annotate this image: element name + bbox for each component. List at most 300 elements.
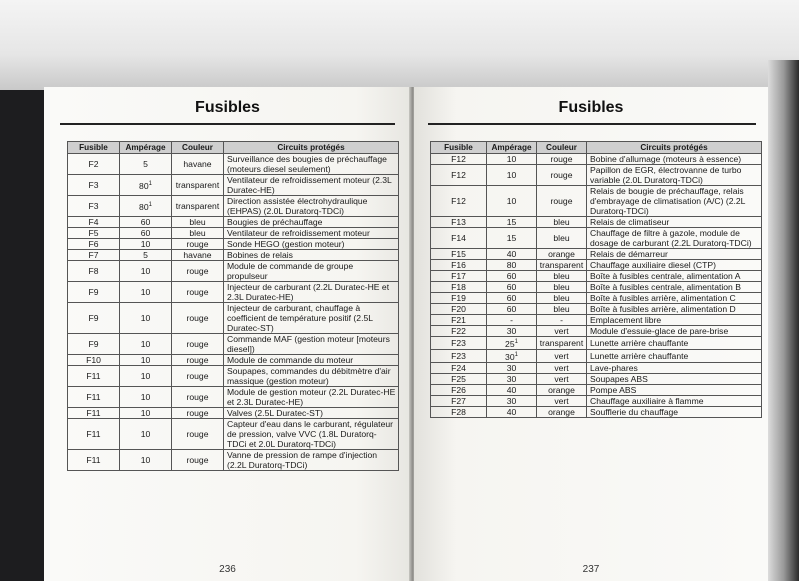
fuse-id <box>431 406 487 417</box>
fuse-amperage <box>120 154 172 175</box>
fuse-amperage <box>487 228 537 249</box>
fuse-color-text: orange <box>548 384 575 395</box>
fuse-circuit-text: Module de gestion moteur (2.2L Duratec-HE et 2.3L Duratec-HE) <box>227 387 396 407</box>
fuse-color <box>172 196 224 217</box>
page-title: Fusibles <box>558 99 624 116</box>
header-color: Couleur <box>537 142 587 154</box>
footnote-mark: 1 <box>514 339 518 345</box>
fuse-amperage <box>487 293 537 304</box>
fuse-amperage <box>120 196 172 217</box>
footnote-mark: 1 <box>148 202 152 209</box>
fuse-circuit <box>587 384 762 395</box>
header-amperage: Ampérage <box>120 142 172 154</box>
fuse-id <box>68 366 120 387</box>
fuse-color-text: rouge <box>186 455 209 465</box>
header-fuse: Fusible <box>68 142 120 154</box>
fuse-amperage <box>487 249 537 260</box>
fuse-amperage <box>487 326 537 337</box>
table-row <box>68 228 399 239</box>
fuse-circuit-text: Module d'essuie-glace de pare-brise <box>590 326 729 336</box>
header-circuits: Circuits protégés <box>224 142 399 154</box>
fuse-color-text: bleu <box>189 217 206 227</box>
table-row <box>431 315 762 326</box>
fuse-circuit <box>224 250 399 261</box>
fuse-color-text: bleu <box>553 271 570 281</box>
table-row <box>431 293 762 304</box>
fuse-id <box>68 217 120 228</box>
fuse-circuit <box>224 408 399 419</box>
fuse-color-text: havane <box>183 159 212 169</box>
fuse-circuit-text: Lave-phares <box>590 362 638 373</box>
fuse-id-text: F26 <box>451 384 466 395</box>
fuse-id <box>431 373 487 384</box>
fuse-id <box>431 384 487 395</box>
footnote-mark: 1 <box>514 351 518 358</box>
header-amperage: Ampérage <box>487 142 537 154</box>
table-row <box>68 217 399 228</box>
fuse-id-text: F3 <box>88 201 99 211</box>
fuse-amperage <box>120 217 172 228</box>
fuse-circuit <box>224 334 399 355</box>
fuse-color <box>537 293 587 304</box>
fuse-color-text: rouge <box>186 339 209 349</box>
fuse-id <box>431 282 487 293</box>
fuse-circuit <box>587 228 762 249</box>
fuse-circuit-text: Chauffage auxiliaire diesel (CTP) <box>590 260 716 270</box>
fuse-circuit <box>224 239 399 250</box>
fuse-color <box>537 384 587 395</box>
fuse-id <box>68 154 120 175</box>
fuse-amperage <box>487 395 537 406</box>
fuse-id-text: F4 <box>88 217 99 227</box>
fuse-color <box>537 304 587 315</box>
fuse-color-text: rouge <box>186 429 209 439</box>
fuse-circuit <box>587 406 762 417</box>
table-row <box>68 261 399 282</box>
table-row <box>68 196 399 217</box>
fuse-circuit-text: Sonde HEGO (gestion moteur) <box>227 239 345 249</box>
fuse-circuit <box>587 217 762 228</box>
fuse-circuit <box>587 271 762 282</box>
fuse-circuit <box>224 282 399 303</box>
fuse-circuit-text: Capteur d'eau dans le carburant, régulateur de pression, valve VVC (1.8L Duratorq-TDCi et 2.0L Duratorq-TDCi) <box>227 419 393 449</box>
fuse-amperage-text: 80 <box>506 260 517 270</box>
fuse-circuit-text: Direction assistée électrohydraulique (EHPAS) (2.0L Duratorq-TDCi) <box>227 196 368 216</box>
fuse-color <box>537 165 587 186</box>
table-row <box>431 249 762 260</box>
table-row <box>68 355 399 366</box>
fuse-table-body <box>431 154 762 418</box>
fuse-id-text: F11 <box>86 392 101 402</box>
fuse-amperage <box>120 228 172 239</box>
table-row <box>431 271 762 282</box>
fuse-color-text: rouge <box>186 355 209 365</box>
fuse-amperage-text: 10 <box>140 287 151 297</box>
fuse-amperage <box>487 165 537 186</box>
fuse-id <box>431 260 487 271</box>
fuse-circuit-text: Lunette arrière chauffante <box>590 337 689 348</box>
fuse-circuit-text: Emplacement libre <box>590 315 662 325</box>
fuse-id <box>68 355 120 366</box>
fuse-color <box>537 337 587 350</box>
fuse-amperage-text: 15 <box>506 217 517 227</box>
fuse-amperage-text: 10 <box>506 196 517 206</box>
fuse-color-text: vert <box>554 395 569 406</box>
fuse-circuit-text: Pompe ABS <box>590 384 637 395</box>
fuse-amperage-text: 5 <box>143 159 148 169</box>
fuse-id <box>431 349 487 362</box>
fuse-id-text: F14 <box>451 233 466 243</box>
fuse-circuit <box>587 304 762 315</box>
fuse-amperage-text: 10 <box>506 170 517 180</box>
fuse-circuit <box>587 186 762 217</box>
fuse-circuit-text: Commande MAF (gestion moteur [moteurs diesel]) <box>227 334 390 354</box>
scan-background-right <box>768 60 799 581</box>
fuse-color <box>537 326 587 337</box>
fuse-color-text: - <box>560 315 563 325</box>
fuse-amperage-text: 30 <box>506 326 517 336</box>
fuse-id-text: F3 <box>88 180 99 190</box>
fuse-amperage <box>120 450 172 471</box>
fuse-circuit-text: Boîte à fusibles centrale, alimentation B <box>590 282 741 292</box>
fuse-amperage-text: 10 <box>140 339 151 349</box>
fuse-circuit-text: Papillon de EGR, électrovanne de turbo variable (2.0L Duratorq-TDCi) <box>590 165 742 185</box>
fuse-circuit-text: Injecteur de carburant, chauffage à coefficient de température positif (2.5L Duratec-ST) <box>227 303 373 333</box>
fuse-amperage-text: 10 <box>140 455 151 465</box>
fuse-id-text: F19 <box>451 293 466 303</box>
fuse-color <box>537 362 587 373</box>
table-row <box>431 362 762 373</box>
fuse-circuit-text: Boîte à fusibles centrale, alimentation A <box>590 271 741 281</box>
fuse-color-text: bleu <box>553 293 570 303</box>
table-row <box>68 419 399 450</box>
fuse-id-text: F20 <box>451 304 466 314</box>
fuse-circuit-text: Bobines de relais <box>227 250 293 260</box>
fuse-id-text: F22 <box>451 326 466 336</box>
fuse-amperage <box>487 186 537 217</box>
fuse-color <box>172 408 224 419</box>
fuse-amperage-text: - <box>510 315 513 325</box>
scan-background-top <box>0 0 799 90</box>
fuse-amperage <box>487 154 537 165</box>
table-row <box>431 384 762 395</box>
fuse-color-text: transparent <box>539 260 584 270</box>
fuse-circuit-text: Bobine d'allumage (moteurs à essence) <box>590 154 742 164</box>
fuse-amperage-text: 10 <box>140 408 151 418</box>
fuse-amperage <box>120 239 172 250</box>
fuse-circuit <box>587 154 762 165</box>
fuse-id-text: F23 <box>451 350 466 361</box>
fuse-amperage-text: 10 <box>140 313 151 323</box>
fuse-id <box>68 282 120 303</box>
fuse-circuit-text: Module de commande de groupe propulseur <box>227 261 354 281</box>
fuse-amperage-text: 30 <box>506 373 517 384</box>
fuse-id-text: F9 <box>88 287 99 297</box>
table-row <box>431 395 762 406</box>
fuse-id-text: F6 <box>88 239 99 249</box>
fuse-amperage <box>487 337 537 350</box>
table-row <box>431 337 762 350</box>
fuse-color-text: transparent <box>539 337 584 348</box>
fuse-color <box>172 387 224 408</box>
page-number: 236 <box>219 564 236 575</box>
table-header-row <box>431 142 762 154</box>
fuse-color <box>537 217 587 228</box>
fuse-color <box>172 355 224 366</box>
fuse-color-text: rouge <box>186 392 209 402</box>
fuse-id-text: F12 <box>451 170 466 180</box>
table-row <box>431 282 762 293</box>
fuse-amperage <box>487 260 537 271</box>
fuse-id-text: F10 <box>86 355 101 365</box>
fuse-circuit-text: Relais de climatiseur <box>590 217 670 227</box>
fuse-id-text: F11 <box>86 408 101 418</box>
fuse-amperage-text: 30 <box>506 395 517 406</box>
table-row <box>68 334 399 355</box>
fuse-color <box>537 249 587 260</box>
fuse-circuit <box>224 196 399 217</box>
fuse-id <box>431 293 487 304</box>
fuse-color <box>537 373 587 384</box>
fuse-circuit-text: Ventilateur de refroidissement moteur <box>227 228 370 238</box>
fuse-color-text: vert <box>554 326 569 336</box>
fuse-color <box>172 239 224 250</box>
fuse-amperage <box>120 366 172 387</box>
fuse-amperage-text: 10 <box>140 266 151 276</box>
fuse-color-text: rouge <box>186 239 209 249</box>
fuse-circuit <box>224 261 399 282</box>
table-row <box>431 260 762 271</box>
fuse-id <box>431 249 487 260</box>
fuse-id-text: F7 <box>88 250 99 260</box>
fuse-amperage-text: 25 <box>505 338 515 349</box>
fuse-id <box>68 303 120 334</box>
fuse-color <box>172 261 224 282</box>
fuse-amperage-text: 60 <box>506 293 517 303</box>
fuse-amperage-text: 60 <box>506 271 517 281</box>
fuse-circuit <box>224 419 399 450</box>
fuse-id-text: F17 <box>451 271 466 281</box>
fuse-id <box>68 408 120 419</box>
fuse-id-text: F9 <box>88 313 99 323</box>
fuse-circuit-text: Bougies de préchauffage <box>227 217 323 227</box>
fuse-id <box>431 186 487 217</box>
fuse-circuit <box>587 349 762 362</box>
fuse-circuit <box>587 362 762 373</box>
right-page <box>414 87 768 581</box>
fuse-circuit-text: Relais de démarreur <box>590 249 668 259</box>
fuse-amperage-text: 60 <box>140 228 151 238</box>
fuse-amperage <box>120 334 172 355</box>
fuse-id-text: F15 <box>451 249 466 259</box>
fuse-circuit <box>587 260 762 271</box>
fuse-amperage-text: 10 <box>140 429 151 439</box>
fuse-id-text: F18 <box>451 282 466 292</box>
fuse-color <box>172 366 224 387</box>
fuse-id <box>431 165 487 186</box>
fuse-id-text: F24 <box>451 362 466 373</box>
fuse-circuit <box>224 175 399 196</box>
fuse-amperage-text: 40 <box>506 249 517 259</box>
fuse-amperage-text: 30 <box>505 351 515 362</box>
fuse-amperage <box>120 419 172 450</box>
table-row <box>68 450 399 471</box>
fuse-id-text: F25 <box>451 373 466 384</box>
fuse-color <box>537 186 587 217</box>
fuse-circuit <box>224 450 399 471</box>
fuse-color-text: bleu <box>553 217 570 227</box>
fuse-color <box>172 228 224 239</box>
fuse-amperage <box>120 250 172 261</box>
fuse-color-text: transparent <box>175 180 220 190</box>
page-title: Fusibles <box>195 99 260 116</box>
table-row <box>68 154 399 175</box>
fuse-color-text: bleu <box>553 233 570 243</box>
fuse-color-text: orange <box>548 249 575 259</box>
table-row <box>431 186 762 217</box>
table-row <box>431 304 762 315</box>
fuse-circuit <box>587 315 762 326</box>
fuse-color <box>537 260 587 271</box>
fuse-amperage-text: 80 <box>139 180 149 191</box>
fuse-amperage <box>120 408 172 419</box>
fuse-id-text: F5 <box>88 228 99 238</box>
fuse-id-text: F23 <box>451 337 466 348</box>
fuse-id <box>68 450 120 471</box>
fuse-color-text: vert <box>554 362 569 373</box>
fuse-color-text: vert <box>554 350 569 361</box>
fuse-id <box>431 326 487 337</box>
fuse-amperage <box>487 373 537 384</box>
fuse-color <box>537 315 587 326</box>
fuse-color-text: orange <box>548 406 575 417</box>
table-row <box>431 326 762 337</box>
fuse-id-text: F11 <box>86 371 101 381</box>
fuse-circuit <box>587 337 762 350</box>
fuse-id <box>68 387 120 408</box>
fuse-table <box>430 141 762 418</box>
fuse-color <box>537 349 587 362</box>
title-rule <box>428 123 756 125</box>
fuse-circuit <box>587 165 762 186</box>
fuse-id <box>431 395 487 406</box>
fuse-id <box>68 419 120 450</box>
fuse-id-text: F16 <box>451 260 466 270</box>
fuse-id <box>431 154 487 165</box>
fuse-id <box>68 175 120 196</box>
table-row <box>68 175 399 196</box>
fuse-color-text: bleu <box>553 304 570 314</box>
fuse-circuit <box>224 366 399 387</box>
fuse-color-text: rouge <box>186 287 209 297</box>
fuse-color-text: rouge <box>186 408 209 418</box>
fuse-id <box>431 217 487 228</box>
fuse-circuit-text: Relais de bougie de préchauffage, relais d'embrayage de climatisation (A/C) (2.2L Duratorq-TDCi) <box>590 186 746 216</box>
fuse-id <box>431 337 487 350</box>
fuse-id <box>431 315 487 326</box>
fuse-color-text: rouge <box>550 196 573 206</box>
fuse-id-text: F21 <box>451 315 466 325</box>
table-row <box>68 239 399 250</box>
fuse-circuit-text: Valves (2.5L Duratec-ST) <box>227 408 323 418</box>
fuse-amperage-text: 10 <box>140 392 151 402</box>
fuse-id-text: F11 <box>86 429 101 439</box>
fuse-id <box>68 228 120 239</box>
fuse-id-text: F8 <box>88 266 99 276</box>
fuse-amperage-text: 10 <box>506 154 517 164</box>
fuse-color <box>172 217 224 228</box>
fuse-color-text: vert <box>554 373 569 384</box>
fuse-id-text: F28 <box>451 406 466 417</box>
fuse-circuit-text: Chauffage auxiliaire à flamme <box>590 395 704 406</box>
table-row <box>68 303 399 334</box>
fuse-id-text: F2 <box>88 159 99 169</box>
fuse-color-text: rouge <box>186 313 209 323</box>
fuse-amperage <box>487 217 537 228</box>
fuse-circuit-text: Boîte à fusibles arrière, alimentation D <box>590 304 736 314</box>
fuse-amperage-text: 40 <box>506 406 517 417</box>
fuse-color <box>537 395 587 406</box>
table-row <box>68 408 399 419</box>
fuse-circuit-text: Soupapes, commandes du débitmètre d'air massique (gestion moteur) <box>227 366 391 386</box>
table-row <box>68 366 399 387</box>
fuse-circuit <box>587 293 762 304</box>
fuse-circuit <box>224 303 399 334</box>
fuse-color-text: transparent <box>175 201 220 211</box>
fuse-color <box>172 282 224 303</box>
fuse-amperage <box>487 362 537 373</box>
fuse-circuit <box>587 326 762 337</box>
fuse-circuit-text: Soupapes ABS <box>590 373 648 384</box>
fuse-id <box>68 334 120 355</box>
left-page <box>44 87 411 581</box>
fuse-circuit-text: Chauffage de filtre à gazole, module de dosage de carburant (2.2L Duratorq-TDCi) <box>590 228 752 248</box>
table-row <box>431 349 762 362</box>
fuse-id-text: F12 <box>451 154 466 164</box>
fuse-id-text: F27 <box>451 395 466 406</box>
table-row <box>431 217 762 228</box>
fuse-color <box>537 282 587 293</box>
fuse-color <box>537 406 587 417</box>
fuse-table <box>67 141 399 471</box>
fuse-circuit <box>224 154 399 175</box>
fuse-color-text: bleu <box>553 282 570 292</box>
fuse-amperage <box>487 282 537 293</box>
fuse-circuit <box>224 217 399 228</box>
fuse-amperage <box>120 261 172 282</box>
title-rule <box>60 123 395 125</box>
fuse-circuit <box>587 249 762 260</box>
fuse-color <box>172 419 224 450</box>
fuse-amperage <box>120 175 172 196</box>
fuse-color <box>172 250 224 261</box>
fuse-color <box>537 271 587 282</box>
fuse-amperage-text: 5 <box>143 250 148 260</box>
fuse-circuit <box>587 395 762 406</box>
header-fuse: Fusible <box>431 142 487 154</box>
fuse-id <box>431 271 487 282</box>
fuse-id-text: F12 <box>451 196 466 206</box>
fuse-color-text: rouge <box>550 154 573 164</box>
fuse-color-text: bleu <box>189 228 206 238</box>
fuse-color <box>172 334 224 355</box>
fuse-amperage <box>487 315 537 326</box>
fuse-circuit-text: Surveillance des bougies de préchauffage (moteurs diesel seulement) <box>227 154 387 174</box>
fuse-amperage-text: 40 <box>506 384 517 395</box>
fuse-id <box>431 228 487 249</box>
fuse-amperage <box>487 304 537 315</box>
table-row <box>431 373 762 384</box>
